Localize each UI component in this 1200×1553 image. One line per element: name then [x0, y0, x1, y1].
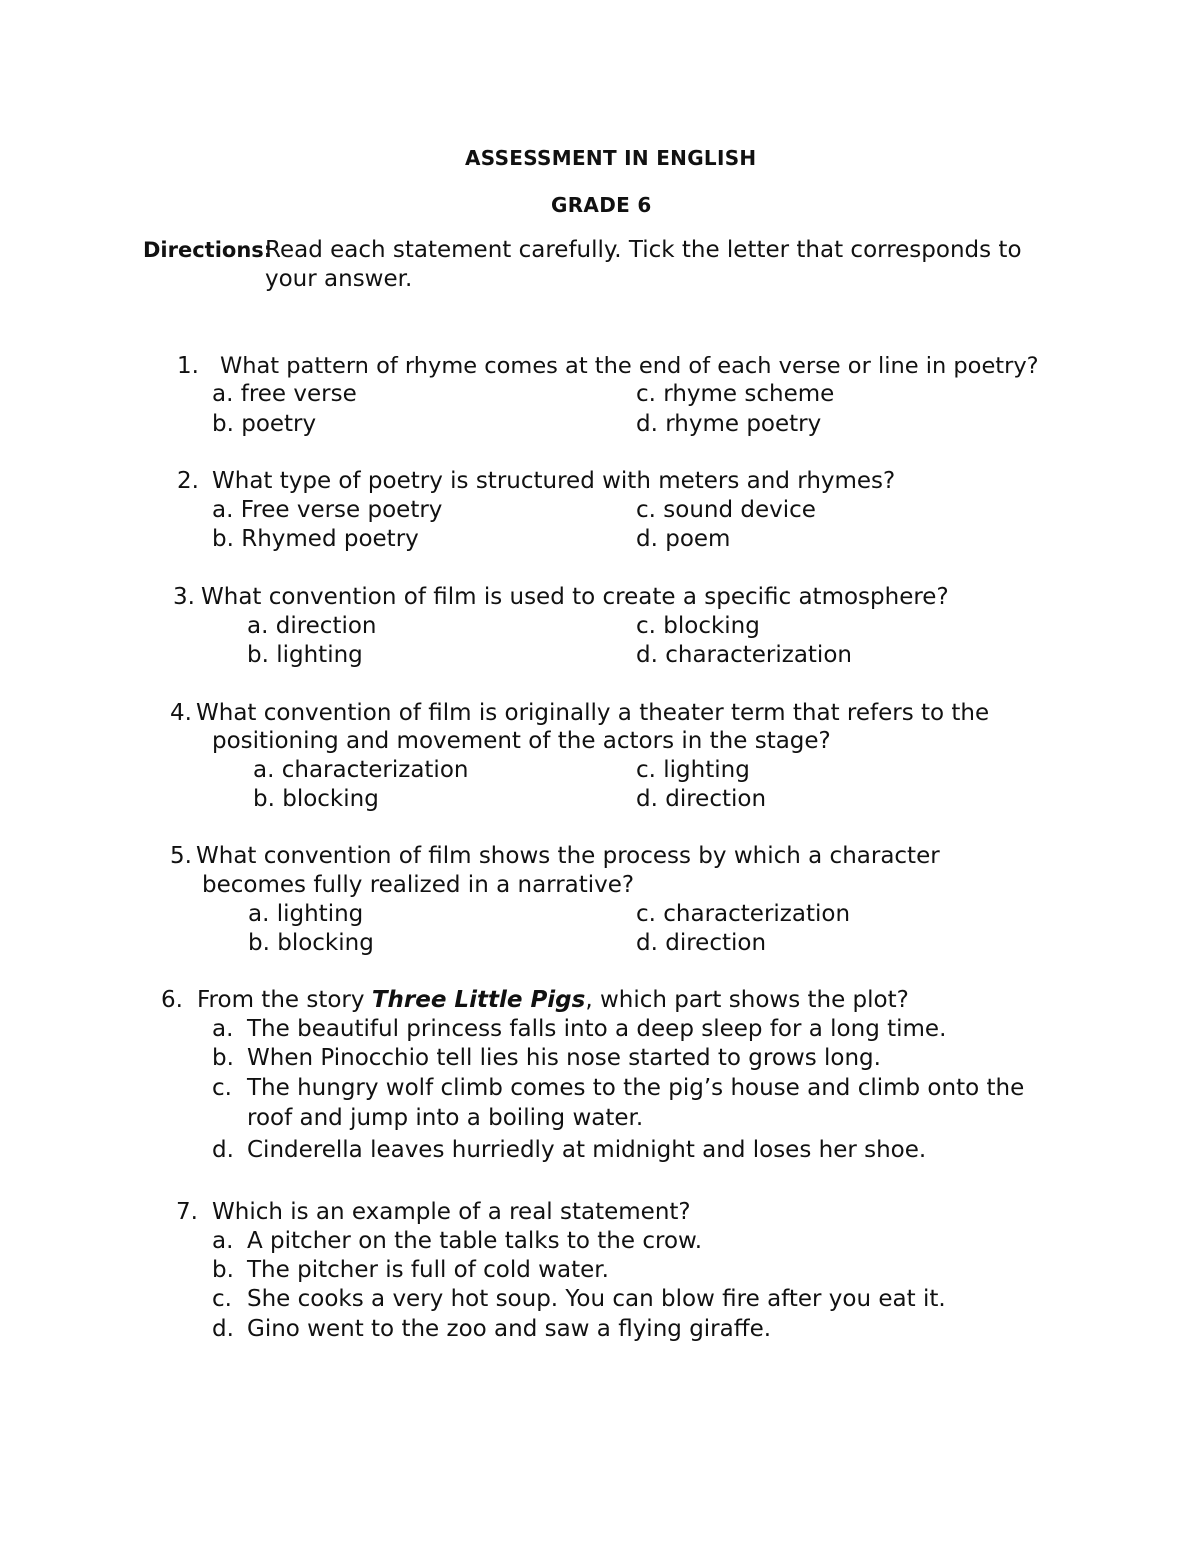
option-d[interactable]: Cinderella leaves hurriedly at midnight and loses her shoe. — [247, 1137, 927, 1163]
option-d-letter[interactable]: d. — [212, 1316, 234, 1342]
grade-label: GRADE 6 — [551, 193, 652, 217]
option-a-letter[interactable]: a. — [212, 1016, 234, 1042]
question-number: 3. — [173, 584, 195, 610]
directions-text-line1: Read each statement carefully. Tick the letter that corresponds to — [265, 237, 1022, 263]
directions-label: Directions: — [143, 238, 273, 262]
question-text: What pattern of rhyme comes at the end of each verse or line in poetry? — [220, 353, 1039, 379]
option-c-line2[interactable]: roof and jump into a boiling water. — [247, 1105, 644, 1131]
option-a[interactable]: A pitcher on the table talks to the crow. — [247, 1228, 703, 1254]
question-text-line1: What convention of film is originally a theater term that refers to the — [196, 700, 990, 726]
option-a[interactable]: The beautiful princess falls into a deep sleep for a long time. — [247, 1016, 947, 1042]
option-b[interactable]: When Pinocchio tell lies his nose started to grows long. — [247, 1045, 881, 1071]
option-a[interactable]: a. characterization — [253, 757, 469, 783]
option-b[interactable]: b. blocking — [253, 786, 379, 812]
question-text: What convention of film is used to create a specific atmosphere? — [201, 584, 949, 610]
option-d[interactable]: d. direction — [636, 786, 767, 812]
directions-text-line2: your answer. — [265, 266, 413, 292]
question-text — [197, 989, 909, 1012]
option-d[interactable]: Gino went to the zoo and saw a flying giraffe. — [247, 1316, 772, 1342]
question-text-pre: From the story — [197, 987, 372, 1013]
question-text: Which is an example of a real statement? — [212, 1199, 691, 1225]
option-b[interactable]: b. lighting — [247, 642, 363, 668]
option-b[interactable]: The pitcher is full of cold water. — [247, 1257, 609, 1283]
option-c-line1[interactable]: The hungry wolf climb comes to the pig’s house and climb onto the — [247, 1075, 1025, 1101]
question-number: 4. — [170, 700, 192, 726]
option-a[interactable]: a. Free verse poetry — [212, 497, 443, 523]
option-a[interactable]: a. free verse — [212, 381, 357, 407]
page-title: ASSESSMENT IN ENGLISH — [465, 146, 757, 170]
option-c[interactable]: c. characterization — [636, 901, 851, 927]
story-title: Three Little Pigs — [371, 987, 586, 1013]
option-c-letter[interactable]: c. — [212, 1075, 232, 1101]
option-a[interactable]: a. direction — [247, 613, 377, 639]
question-number: 5. — [170, 843, 192, 869]
question-text-post: , which part shows the plot? — [585, 987, 909, 1013]
option-c[interactable]: c. sound device — [636, 497, 816, 523]
option-c[interactable]: c. lighting — [636, 757, 750, 783]
option-b[interactable]: b. Rhymed poetry — [212, 526, 419, 552]
question-number: 7. — [176, 1199, 198, 1225]
question-text-line2: becomes fully realized in a narrative? — [202, 872, 635, 898]
option-d[interactable]: d. direction — [636, 930, 767, 956]
option-a[interactable]: a. lighting — [248, 901, 364, 927]
option-b-letter[interactable]: b. — [212, 1257, 234, 1283]
question-number: 6. — [161, 987, 183, 1013]
option-d[interactable]: d. rhyme poetry — [636, 411, 822, 437]
option-c[interactable]: She cooks a very hot soup. You can blow fire after you eat it. — [247, 1286, 946, 1312]
option-d[interactable]: d. characterization — [636, 642, 852, 668]
option-b-letter[interactable]: b. — [212, 1045, 234, 1071]
question-number: 1. — [177, 353, 199, 379]
option-b[interactable]: b. poetry — [212, 411, 317, 437]
option-b[interactable]: b. blocking — [248, 930, 374, 956]
question-text-line1: What convention of film shows the process by which a character — [196, 843, 940, 869]
question-number: 2. — [177, 468, 199, 494]
option-a-letter[interactable]: a. — [212, 1228, 234, 1254]
question-text-line2: positioning and movement of the actors in the stage? — [212, 728, 831, 754]
question-text: What type of poetry is structured with meters and rhymes? — [212, 468, 896, 494]
option-c[interactable]: c. blocking — [636, 613, 760, 639]
option-c[interactable]: c. rhyme scheme — [636, 381, 835, 407]
option-c-letter[interactable]: c. — [212, 1286, 232, 1312]
option-d-letter[interactable]: d. — [212, 1137, 234, 1163]
option-d[interactable]: d. poem — [636, 526, 731, 552]
